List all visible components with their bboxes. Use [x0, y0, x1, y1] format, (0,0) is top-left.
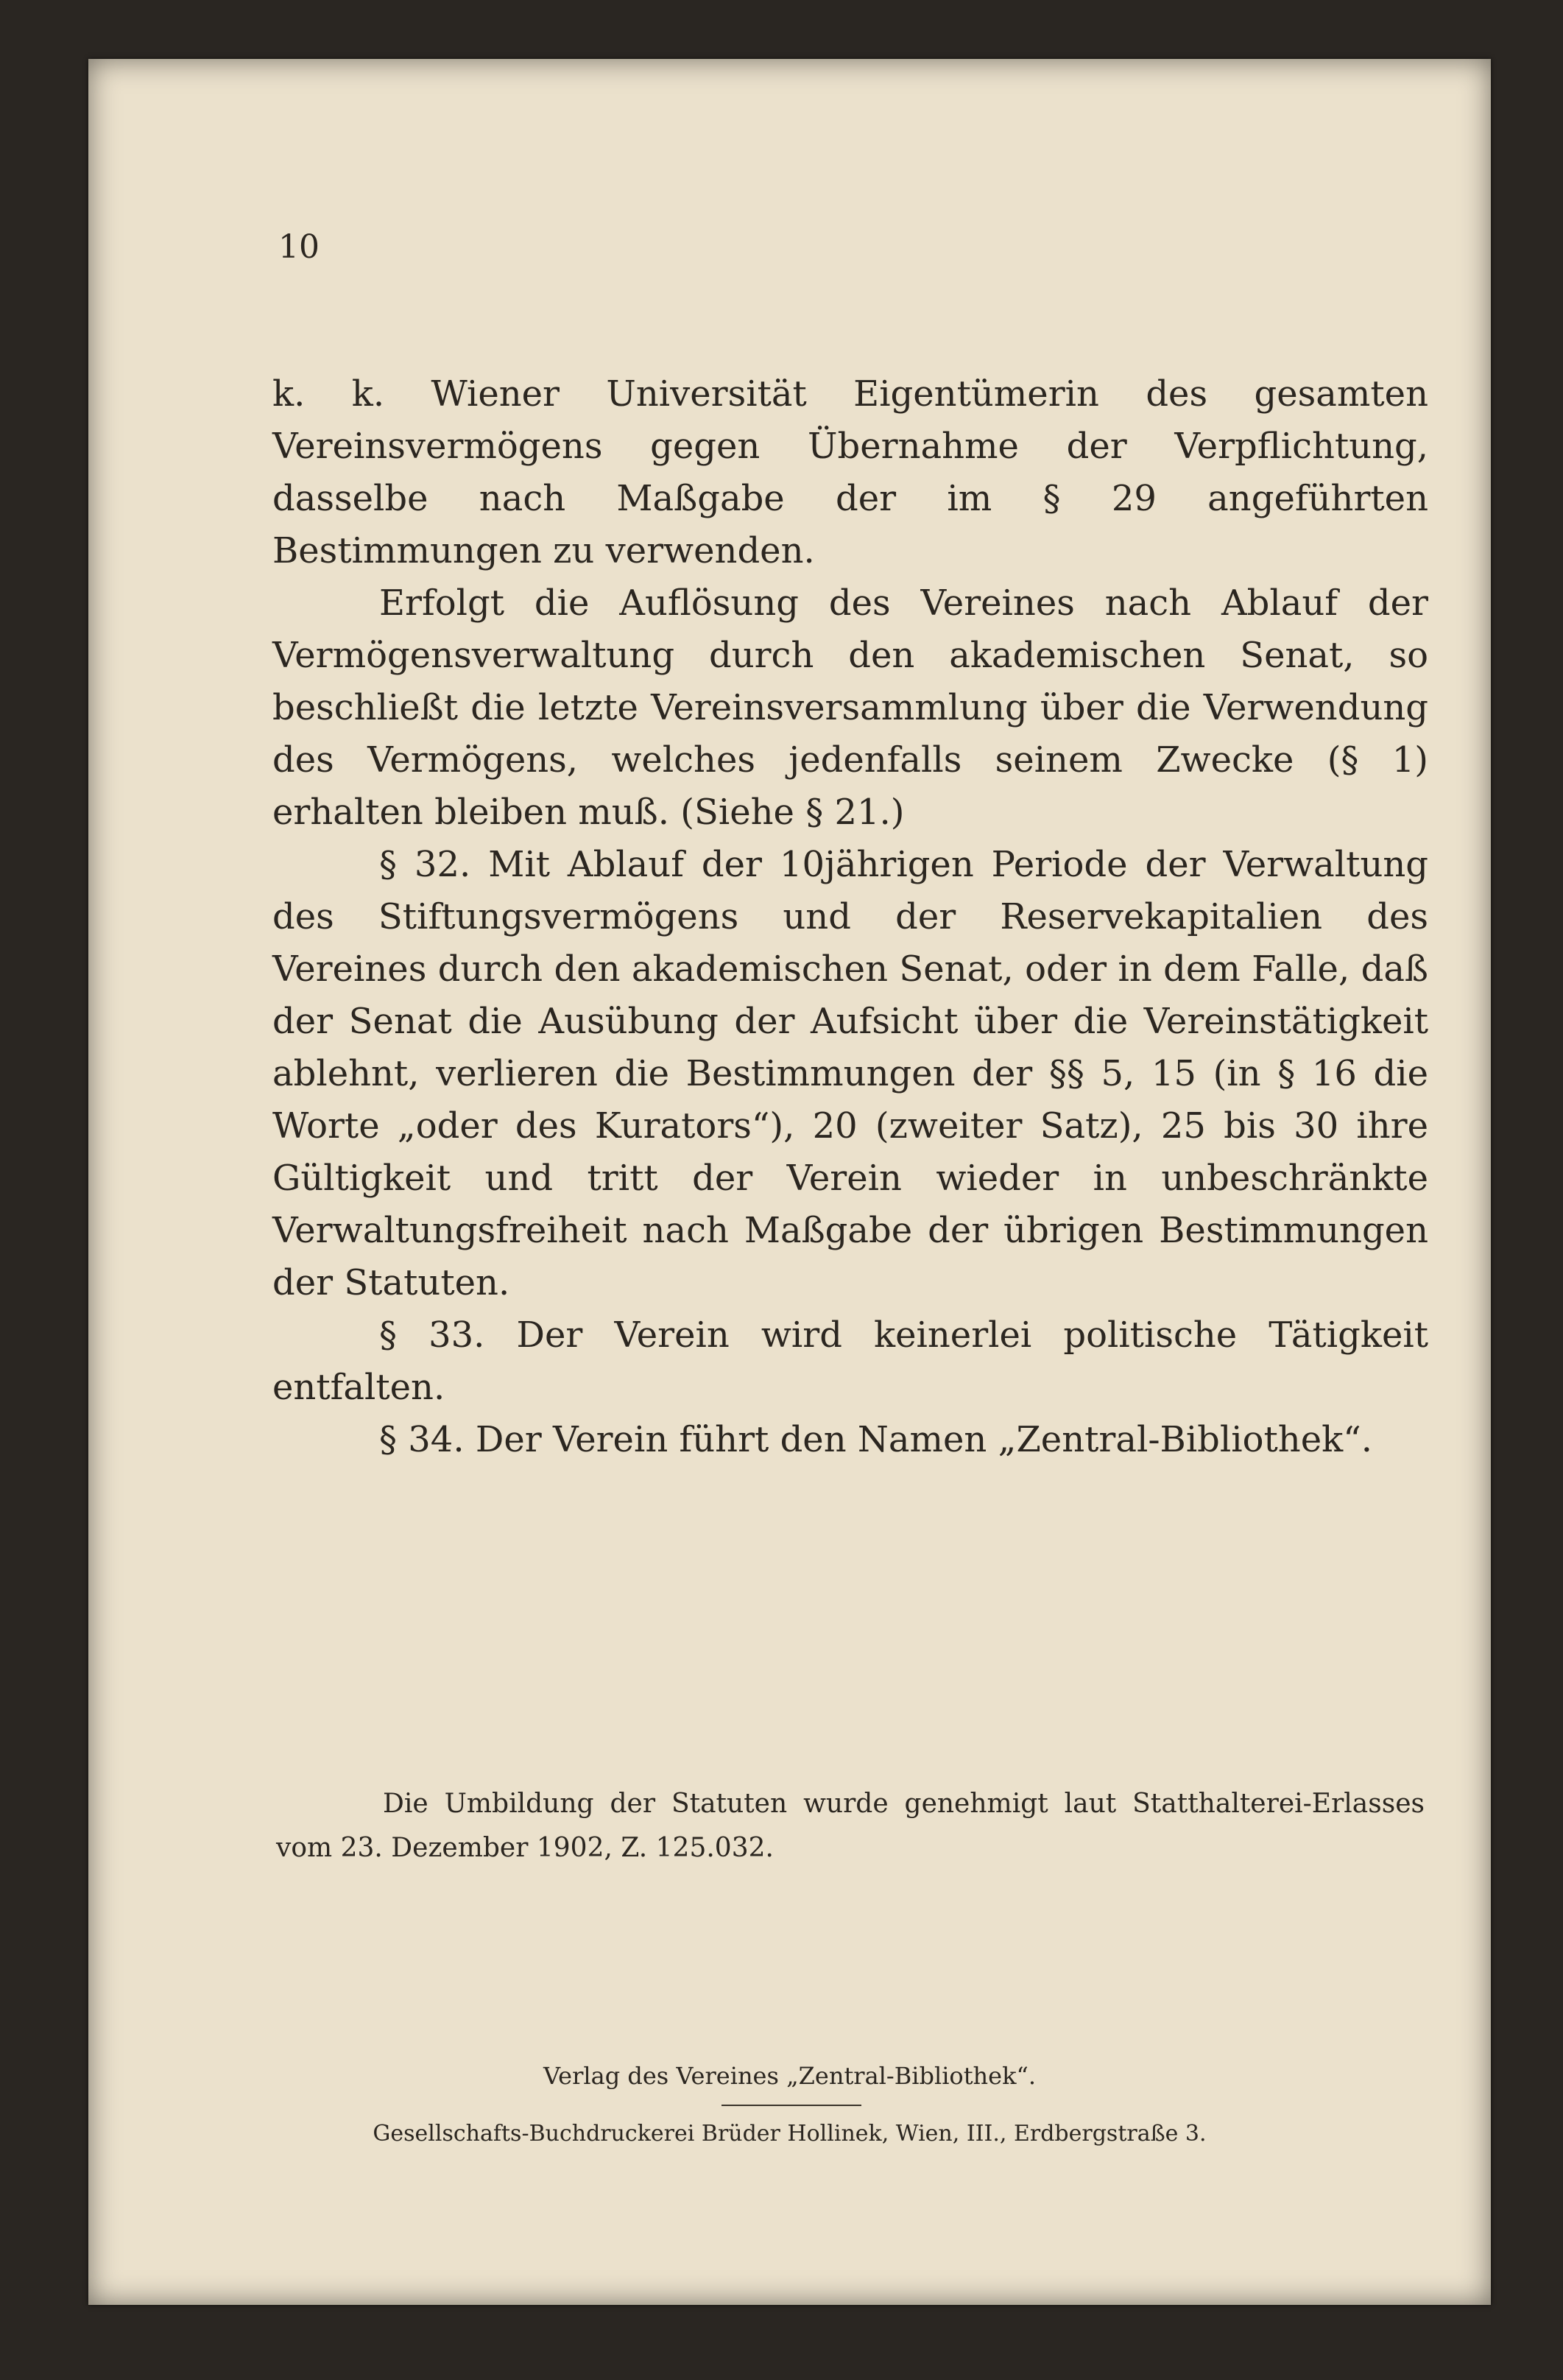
paragraph-continuation: k. k. Wiener Universität Eigentümerin des gesamten Vereinsvermögens gegen Übernahme der Verpflichtung, dasselbe nach Maßgabe der im § 29 angeführten Bestimmungen zu verwenden. — [272, 373, 1428, 571]
approval-note: Die Umbildung der Statuten wurde genehmigt laut Statthalterei-Erlasses vom 23. Dezember 1902, Z. 125.032. — [276, 1789, 1425, 1863]
publisher-line: Verlag des Vereines „Zentral-Bibliothek“. — [543, 2062, 1037, 2090]
printer-line: Gesellschafts-Buchdruckerei Brüder Hollinek, Wien, III., Erdbergstraße 3. — [373, 2121, 1207, 2147]
body-text — [272, 368, 1428, 1466]
paragraph-section-33: § 33. Der Verein wird keinerlei politische Tätigkeit entfalten. — [272, 1314, 1428, 1408]
page-number: 10 — [278, 228, 320, 266]
paragraph-section-34: § 34. Der Verein führt den Namen „Zentral-Bibliothek“. — [379, 1419, 1372, 1460]
document-page — [88, 59, 1491, 2305]
paragraph-section-32: § 32. Mit Ablauf der 10jährigen Periode der Verwaltung des Stiftungsvermögens und der Reservekapitalien des Vereines durch den akademischen Senat, oder in dem Falle, daß der Senat die Ausübung der Aufsicht über die Vereinstätigkeit ablehnt, verlieren die Bestimmungen der §§ 5, 15 (in § 16 die Worte „oder des Kurators“), 20 (zweiter Satz), 25 bis 30 ihre Gültigkeit und tritt der Verein wieder in unbeschränkte Verwaltungsfreiheit nach Maßgabe der übrigen Bestimmungen der Statuten. — [272, 844, 1428, 1303]
paragraph-dissolution: Erfolgt die Auflösung des Vereines nach Ablauf der Vermögensverwaltung durch den akademischen Senat, so beschließt die letzte Vereinsversammlung über die Verwendung des Vermögens, welches jedenfalls seinem Zwecke (§ 1) erhalten bleiben muß. (Siehe § 21.) — [272, 582, 1428, 833]
divider-rule — [721, 2105, 861, 2106]
